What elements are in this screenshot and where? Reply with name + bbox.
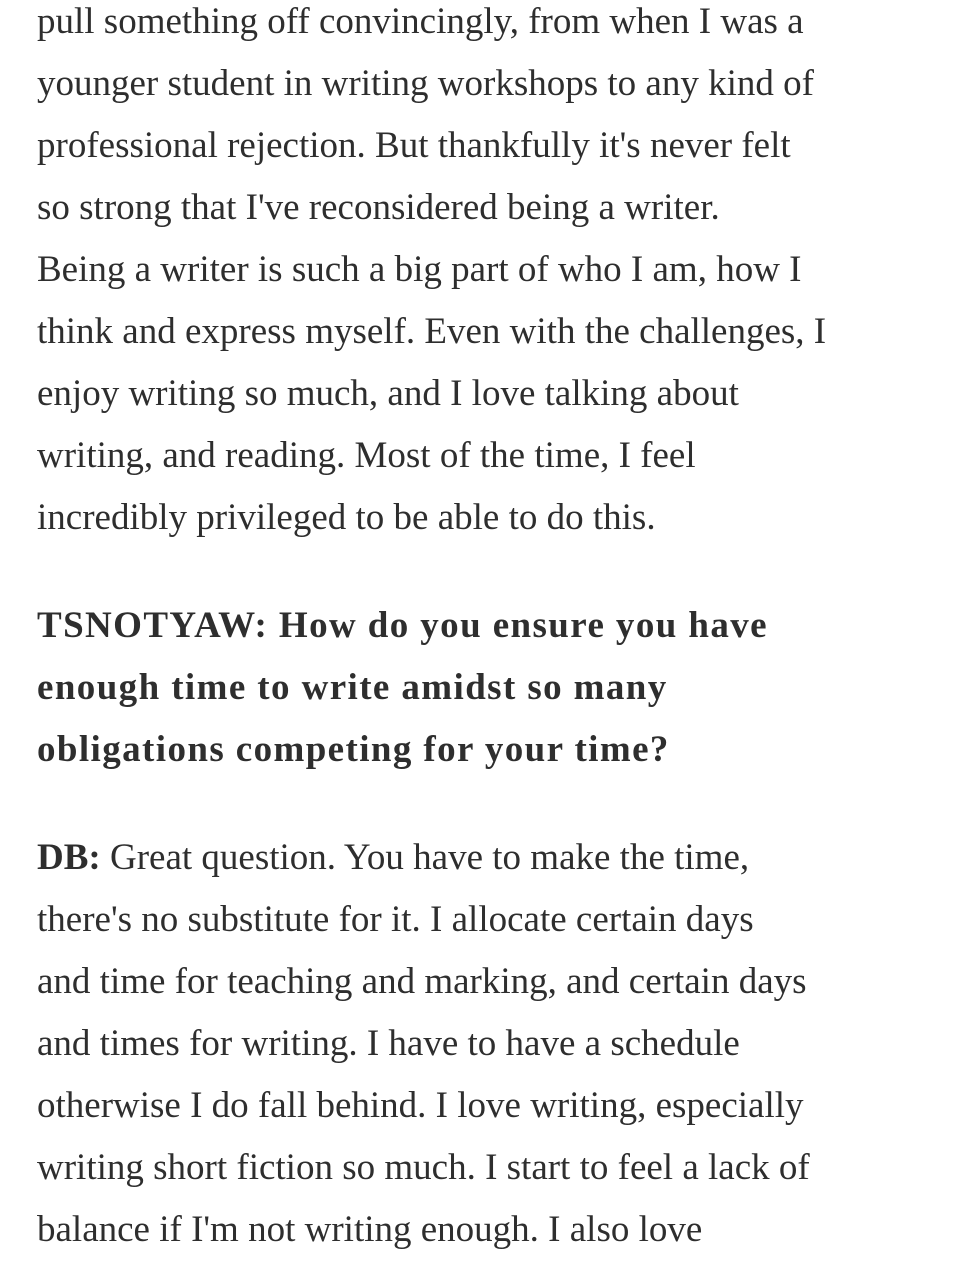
text-line: and time for teaching and marking, and certain days xyxy=(37,961,807,1002)
text-line: enjoy writing so much, and I love talking about xyxy=(37,373,739,414)
text-line: there's no substitute for it. I allocate certain days xyxy=(37,899,754,940)
answer-paragraph-previous xyxy=(37,0,957,549)
text-line: balance if I'm not writing enough. I also love xyxy=(37,1209,703,1250)
interview-answer xyxy=(37,827,957,1261)
text-line: writing, and reading. Most of the time, I feel xyxy=(37,435,696,476)
paragraph-spacer xyxy=(37,781,957,827)
text-line: so strong that I've reconsidered being a writer. xyxy=(37,187,720,228)
text-line: writing short fiction so much. I start to feel a lack of xyxy=(37,1147,810,1188)
text-line: think and express myself. Even with the challenges, I xyxy=(37,311,827,352)
answer-first-line-text: Great question. You have to make the time, xyxy=(100,837,750,878)
speaker-label: DB: xyxy=(37,837,101,878)
question-line: obligations competing for your time? xyxy=(37,729,670,770)
interview-question xyxy=(37,595,957,781)
text-line: pull something off convincingly, from when I was a xyxy=(37,1,804,42)
text-line: and times for writing. I have to have a schedule xyxy=(37,1023,740,1064)
text-line: younger student in writing workshops to any kind of xyxy=(37,63,814,104)
question-line: enough time to write amidst so many xyxy=(37,667,668,708)
question-line: TSNOTYAW: How do you ensure you have xyxy=(37,605,768,646)
text-line: professional rejection. But thankfully it's never felt xyxy=(37,125,791,166)
text-line: otherwise I do fall behind. I love writing, especially xyxy=(37,1085,804,1126)
article-body xyxy=(37,0,957,1261)
answer-first-line xyxy=(37,827,957,889)
text-line: incredibly privileged to be able to do this. xyxy=(37,497,656,538)
paragraph-spacer xyxy=(37,549,957,595)
text-line: Being a writer is such a big part of who I am, how I xyxy=(37,249,802,290)
